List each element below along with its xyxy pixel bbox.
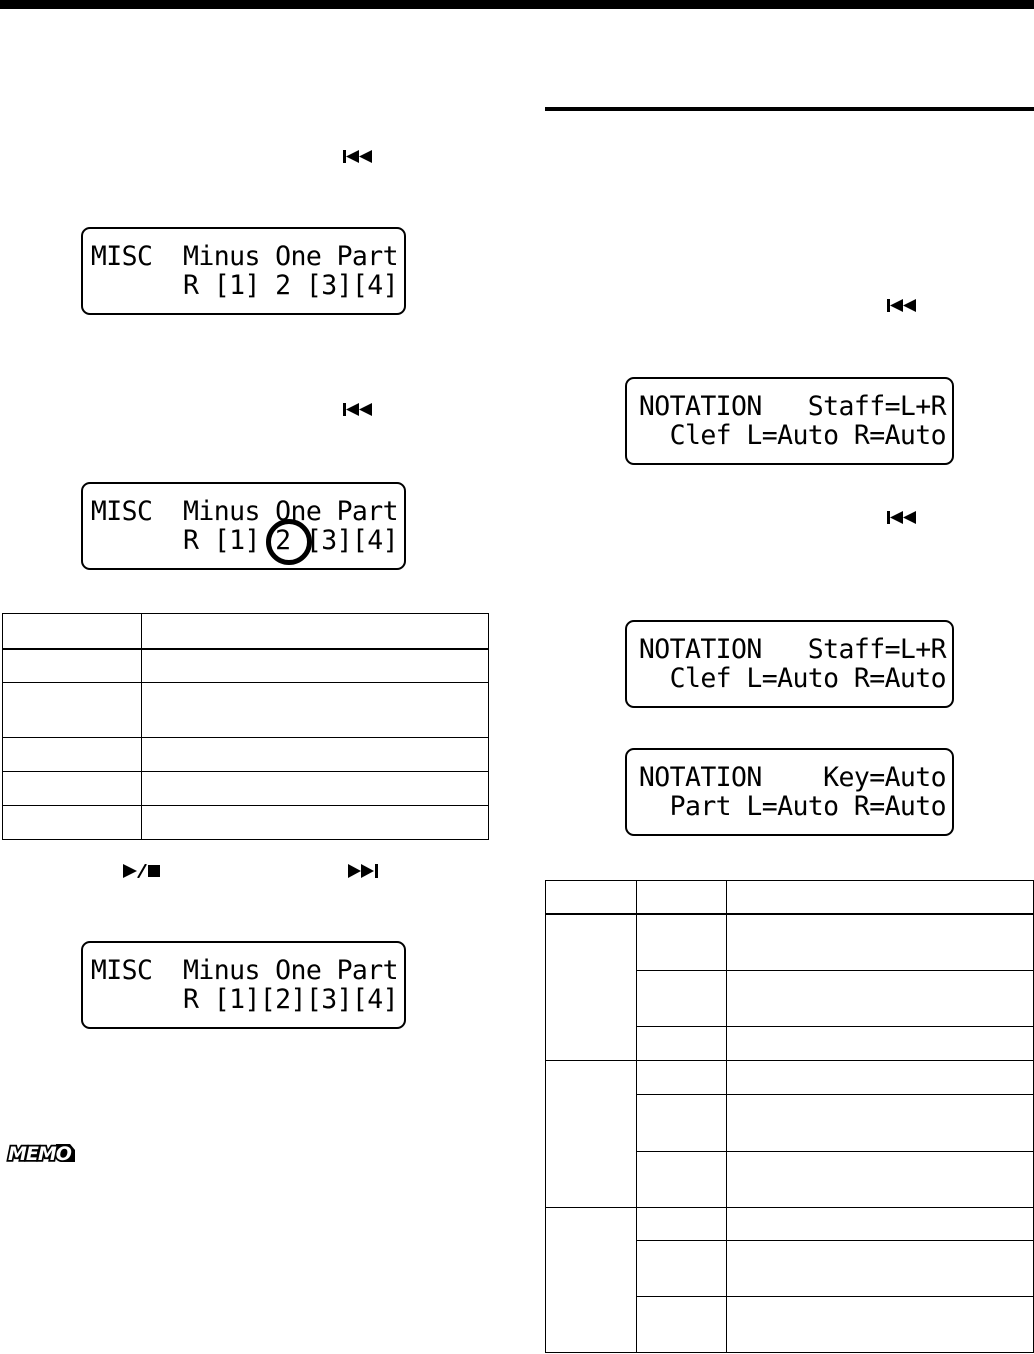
table-cell [637,1027,727,1061]
table-cell [142,683,489,738]
table-cell [637,1095,727,1152]
lcd-line-1: MISC Minus One Part [90,496,398,527]
table-header-cell [142,614,489,649]
table-cell [727,1095,1034,1152]
skip-to-start-icon [343,403,373,416]
table-row [3,738,489,772]
table-cell [727,1061,1034,1095]
lcd-line-1: NOTATION Staff=L+R [638,391,946,422]
table-group-cell [546,1208,637,1353]
memo-label: MEMO [8,1143,71,1165]
lcd-line-2: R [1] 2 [3][4] [183,270,398,301]
table-cell [3,772,142,806]
table-cell [3,683,142,738]
table-row [546,914,1034,971]
table-header-row [3,614,489,649]
table-cell [637,1241,727,1297]
table-header-cell [3,614,142,649]
table-cell [727,1297,1034,1353]
minus-one-part-table [2,613,489,840]
table-cell [637,914,727,971]
lcd-line-1: NOTATION Staff=L+R [638,634,946,665]
lcd-display [81,482,406,570]
table-cell [727,1027,1034,1061]
table-cell [142,806,489,840]
table-cell [142,649,489,683]
table-cell [3,649,142,683]
lcd-line-2: Clef L=Auto R=Auto [669,420,946,451]
table-cell [142,772,489,806]
memo-icon [4,1141,76,1165]
table-header-cell [546,881,637,914]
lcd-display [625,748,954,836]
table-cell [727,971,1034,1027]
lcd-line-2: Part L=Auto R=Auto [669,791,946,822]
skip-to-start-icon [887,299,917,312]
table-header-row [546,881,1034,914]
lcd-line-2: Clef L=Auto R=Auto [669,663,946,694]
play-stop-icon [123,864,165,878]
highlight-circle [266,519,312,565]
section-heading-rule [545,107,1034,111]
table-cell [3,806,142,840]
skip-to-start-icon [887,511,917,524]
table-cell [637,1208,727,1241]
table-header-cell [727,881,1034,914]
lcd-display [81,941,406,1029]
lcd-display [625,620,954,708]
table-group-cell [546,1061,637,1208]
table-group-cell [546,914,637,1061]
table-cell [727,1241,1034,1297]
table-cell [727,1152,1034,1208]
lcd-display [81,227,406,315]
lcd-line-2: R [1][2][3][4] [183,984,398,1015]
table-row [3,806,489,840]
lcd-display [625,377,954,465]
table-row [546,1208,1034,1241]
table-cell [637,1061,727,1095]
table-cell [637,1297,727,1353]
table-cell [637,1152,727,1208]
table-cell [637,971,727,1027]
skip-to-end-icon [348,864,380,878]
top-rule [0,0,1034,9]
table-cell [727,914,1034,971]
table-row [546,1061,1034,1095]
lcd-line-1: MISC Minus One Part [90,955,398,986]
table-cell [727,1208,1034,1241]
table-cell [3,738,142,772]
lcd-line-1: NOTATION Key=Auto [638,762,946,793]
lcd-line-2: R [1] 2 [3][4] [183,525,398,556]
skip-to-start-icon [343,150,373,163]
lcd-line-1: MISC Minus One Part [90,241,398,272]
table-row [3,649,489,683]
table-cell [142,738,489,772]
table-row [3,772,489,806]
table-header-cell [637,881,727,914]
table-row [3,683,489,738]
notation-settings-table [545,880,1034,1353]
